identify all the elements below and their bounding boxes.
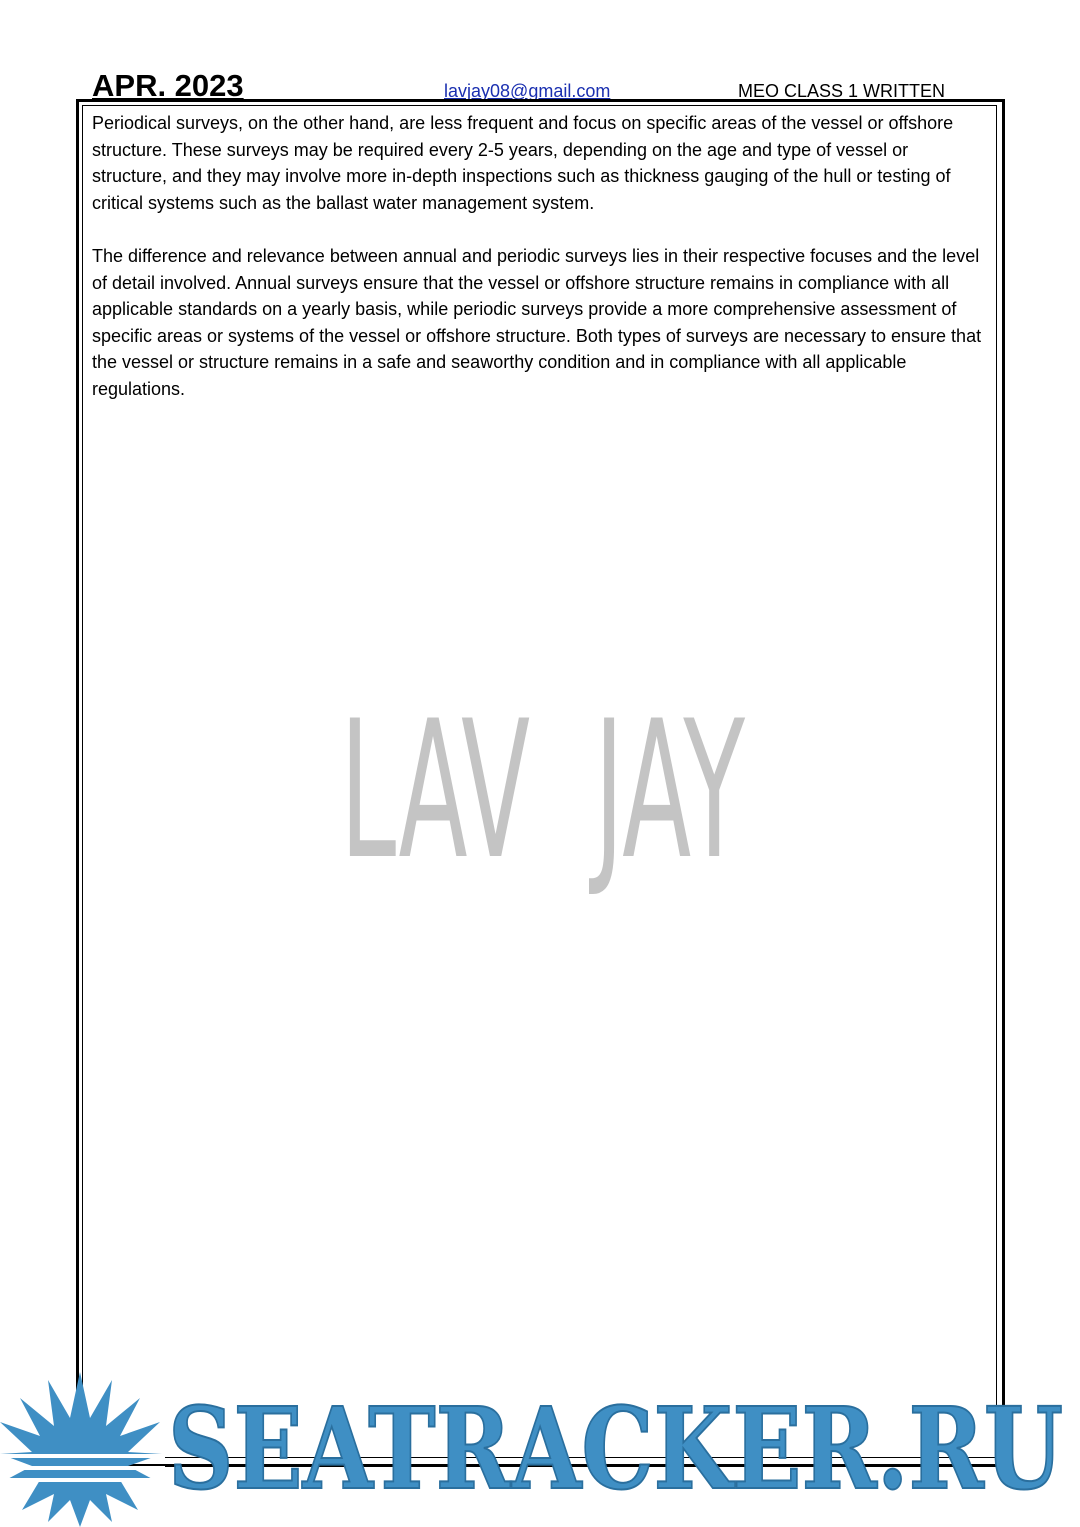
document-body: [92, 110, 988, 429]
header-course-title: MEO CLASS 1 WRITTEN: [738, 81, 946, 101]
watermark-text: LAV JAY: [340, 680, 746, 901]
paragraph-difference-relevance: The difference and relevance between annual and periodic surveys lies in their respective focuses and the level of detail involved. Annual surveys ensure that the vessel or offshore structure remains in compliance with all applicable standards on a yearly basis, while periodic surveys provide a more comprehensive assessment of specific areas or systems of the vessel or offshore structure. Both types of surveys are necessary to ensure that the vessel or structure remains in a safe and seaworthy condition and in compliance with all applicable regulations.: [92, 245, 982, 399]
seatracker-logo: [0, 1370, 1080, 1527]
sun-burst-icon: [0, 1372, 165, 1527]
logo-wordmark: SEATRACKER.RU: [168, 1384, 1063, 1515]
paragraph-periodical-surveys: Periodical surveys, on the other hand, are less frequent and focus on specific areas of the vessel or offshore structure. These surveys may be required every 2-5 years, depending on the age and type of vessel or structure, and they may involve more in-depth inspections such as thickness gauging of the hull or testing of critical systems such as the ballast water management system.: [92, 113, 954, 213]
header-date: APR. 2023: [92, 68, 244, 103]
watermark: [330, 670, 750, 901]
header-email-link[interactable]: lavjay08@gmail.com: [444, 81, 611, 101]
